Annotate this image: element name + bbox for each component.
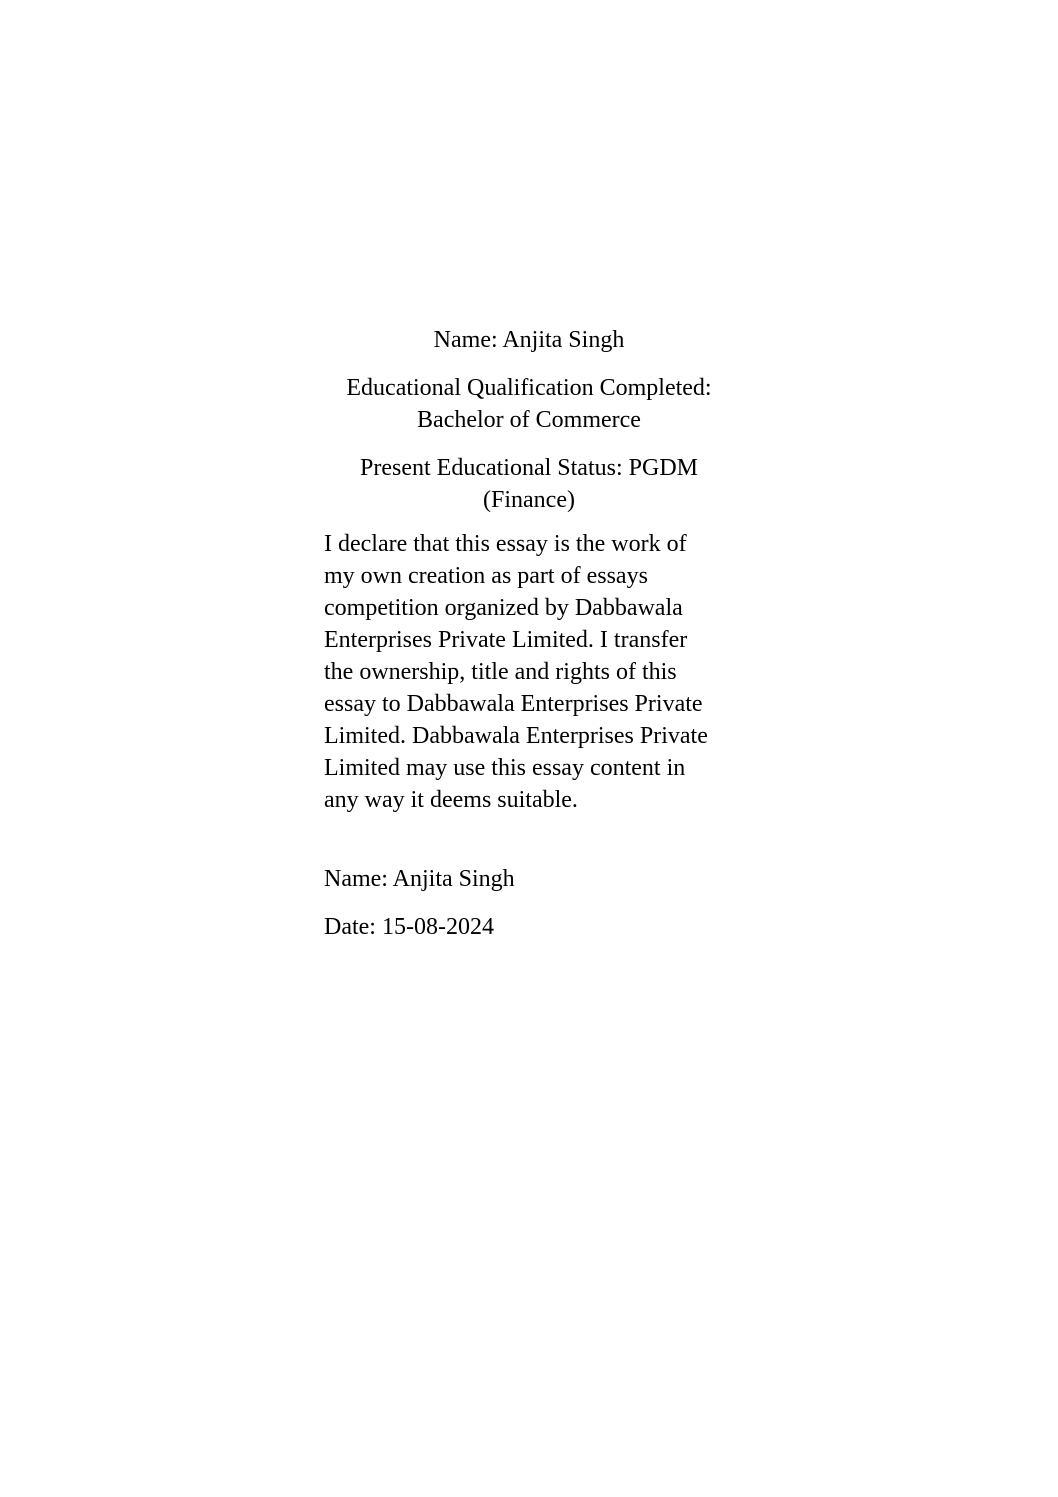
declaration-column	[324, 324, 734, 943]
education-value: Bachelor of Commerce	[417, 407, 641, 433]
declaration-line: Limited may use this essay content in	[324, 755, 686, 781]
status-value: (Finance)	[483, 487, 575, 513]
header-name-text: Name: Anjita Singh	[433, 327, 625, 353]
signature-date-text: Date: 15-08-2024	[324, 914, 494, 940]
declaration-line: any way it deems suitable.	[324, 787, 578, 813]
status-label: Present Educational Status: PGDM	[360, 455, 698, 481]
signature-name-text: Name: Anjita Singh	[324, 866, 515, 892]
declaration-paragraph	[324, 528, 734, 816]
signature-date	[324, 911, 734, 943]
declaration-line: the ownership, title and rights of this	[324, 659, 677, 685]
declaration-line: my own creation as part of essays	[324, 563, 648, 589]
education-qualification	[324, 372, 734, 436]
signature-name	[324, 863, 734, 895]
declaration-line: I declare that this essay is the work of	[324, 531, 687, 557]
header-name	[324, 324, 734, 356]
declaration-line: Enterprises Private Limited. I transfer	[324, 627, 688, 653]
declaration-line: essay to Dabbawala Enterprises Private	[324, 691, 703, 717]
education-label: Educational Qualification Completed:	[346, 375, 712, 401]
declaration-line: Limited. Dabbawala Enterprises Private	[324, 723, 708, 749]
educational-status	[324, 452, 734, 516]
declaration-line: competition organized by Dabbawala	[324, 595, 683, 621]
